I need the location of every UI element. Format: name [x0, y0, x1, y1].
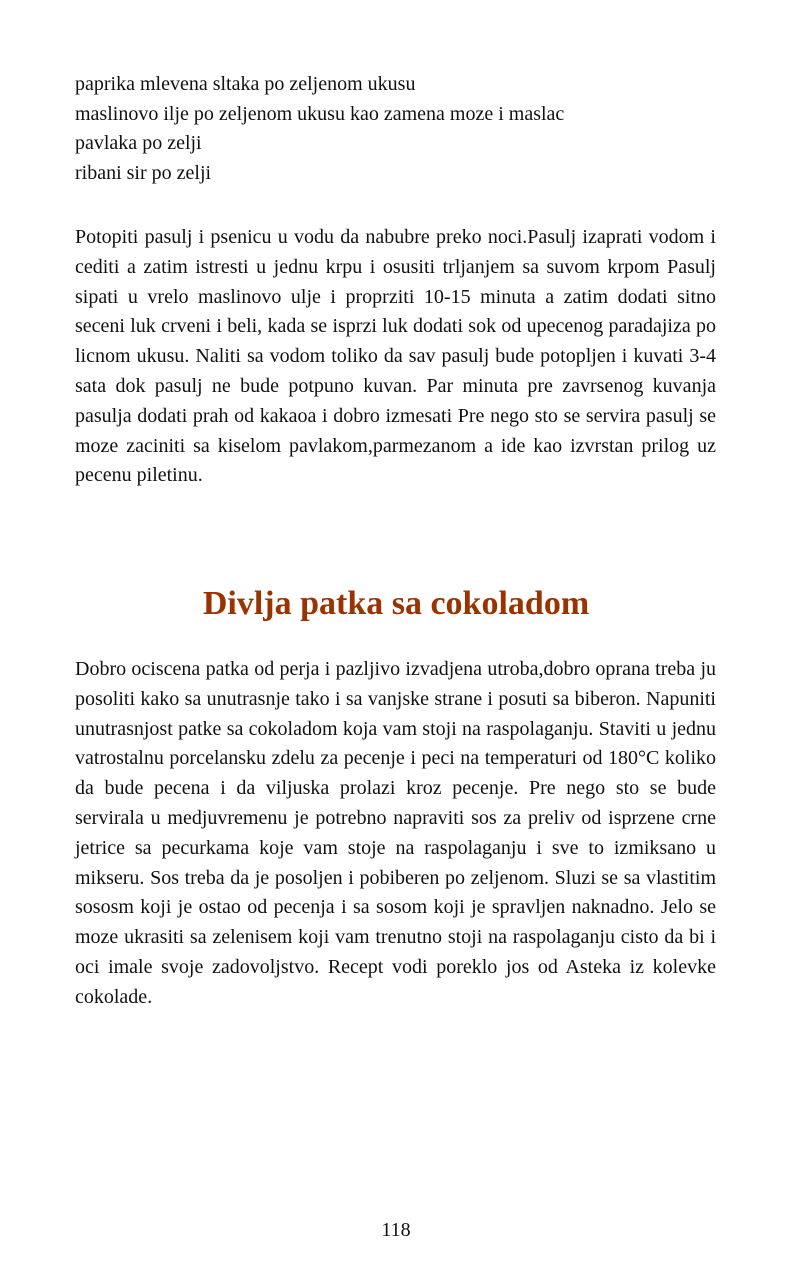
ingredient-list	[75, 70, 725, 188]
recipe-paragraph: Dobro ociscena patka od perja i pazljivo izvadjena utroba,dobro oprana treba ju posoliti kako sa unutrasnje tako i sa vanjske strane i posuti sa biberon. Napuniti unutrasnjost patke sa cokoladom koja vam stoji na raspolaganju. Staviti u jednu vatrostalnu porcelansku zdelu za pecenje i peci na temperaturi od 180°C koliko da bude pecena i da viljuska prolazi kroz pecenje. Pre nego sto se bude servirala u medjuvremenu je potrebno napraviti sos za preliv od isprzene crne jetrice sa pecurkama koje vam stoje na raspolaganju i sve to izmiksano u mikseru. Sos treba da je posoljen i pobiberen po zeljenom. Sluzi se sa vlastitim sososm koji je ostao od pecenja i sa sosom koji je spravljen naknadno. Jelo se moze ukrasiti sa zelenisem koji vam trenutno stoji na raspolaganju cisto da bi i oci imale svoje zadovoljstvo. Recept vodi poreklo jos od Asteka iz kolevke cokolade.	[75, 658, 716, 1008]
ingredient-line: pavlaka po zelji	[75, 132, 202, 154]
page-number: 118	[381, 1219, 411, 1241]
section-title: Divlja patka sa cokoladom	[202, 585, 590, 622]
preparation-paragraph: Potopiti pasulj i psenicu u vodu da nabubre preko noci.Pasulj izaprati vodom i cediti a zatim istresti u jednu krpu i osusiti trljanjem sa suvom krpom Pasulj sipati u vrelo maslinovo ulje i proprziti 10-15 minuta a zatim dodati sitno seceni luk crveni i beli, kada se isprzi luk dodati sok od upecenog paradajiza po licnom ukusu. Naliti sa vodom toliko da sav pasulj bude potopljen i kuvati 3-4 sata dok pasulj ne bude potpuno kuvan. Par minuta pre zavrsenog kuvanja pasulja dodati prah od kakaoa i dobro izmesati Pre nego sto se servira pasulj se moze zaciniti sa kiselom pavlakom,parmezanom a ide kao izvrstan prilog uz pecenu piletinu.	[75, 226, 716, 487]
ingredient-line: maslinovo ilje po zeljenom ukusu kao zamena moze i maslac	[75, 102, 565, 125]
ingredient-line: paprika mlevena sltaka po zeljenom ukusu	[75, 73, 416, 95]
ingredient-line: ribani sir po zelji	[75, 161, 212, 184]
